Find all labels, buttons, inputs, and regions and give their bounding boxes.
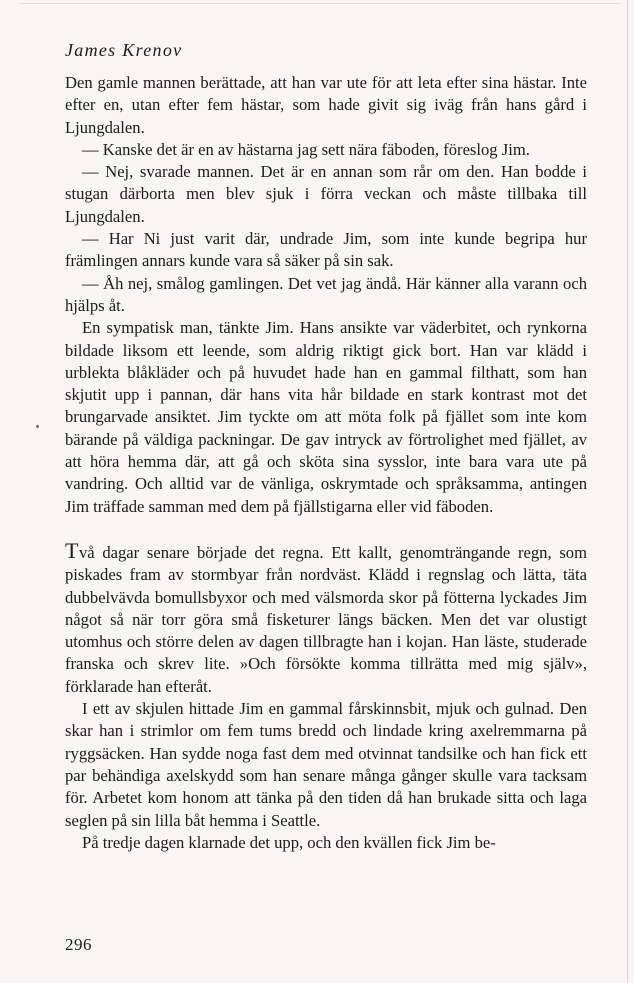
section-2-paragraph-1: [65, 537, 587, 698]
page-number: 296: [65, 935, 92, 954]
paragraph-5: — Åh nej, smålog gamlingen. Det vet jag ändå. Här känner alla varann och hjälps åt.: [65, 273, 587, 315]
section-2-paragraph-2: I ett av skjulen hittade Jim en gammal fårskinnsbit, mjuk och gulnad. Den skar han i strimlor om fem tums bredd och lindade kring axelremmarna på ryggsäcken. Han sydde noga fast dem med otvinnat tandsilke och han fick ett par behändiga axelskydd som han senare många gånger skulle vara tacksam för. Arbetet kom honom att tänka på den tiden då han brukade sitta och laga seglen på sin lilla båt hemma i Seattle.: [65, 699, 587, 830]
paragraph-3: — Nej, svarade mannen. Det är en annan som rår om den. Han bodde i stugan därborta men blev sjuk i förra veckan och måste tillbaka till Ljungdalen.: [65, 162, 587, 226]
paragraph-4: — Har Ni just varit där, undrade Jim, som inte kunde begripa hur främlingen annars kunde vara så säker på sin sak.: [65, 229, 587, 271]
page-right-edge: [627, 0, 628, 983]
section-break: [65, 518, 587, 540]
section-2-paragraph-1-text: vå dagar senare började det regna. Ett kallt, genomträngande regn, som piskades fram av stormbyar från nordväst. Klädd i regnslag och lätta, täta dubbelvävda bomullsbyxor och med välsmorda skor på fötterna lyckades Jim något så när torr göra små fisketurer längs bäcken. Men det var olustigt utomhus och större delen av dagen tillbragte han i kojan. Han läste, studerade franska och skrev lite. »Och försökte komma tillrätta med mig själv», förklarade han efteråt.: [65, 542, 587, 696]
body-text: [65, 72, 587, 854]
paragraph-6: En sympatisk man, tänkte Jim. Hans ansikte var väderbitet, och rynkorna bildade liksom ett leende, som aldrig riktigt gick bort. Han var klädd i urblekta blåkläder och på huvudet hade han en gammal filthatt, som han skjutit upp i pannan, där hans vita hår bildade en stark kontrast mot det brungarvade ansiktet. Jim tyckte om att möta folk på fjället som inte kom bärande på väldiga packningar. De gav intryck av förtrolighet med fjället, av att höra hemma där, att gå och sköta sina sysslor, inte bara vara ute på vandring. Och alltid var de vänliga, oskrymtade och språksamma, antingen Jim träffade samman med dem på fjällstigarna eller vid fäboden.: [65, 318, 587, 516]
section-2-paragraph-3: På tredje dagen klarnade det upp, och den kvällen fick Jim be-: [82, 832, 496, 852]
paragraph-1: Den gamle mannen berättade, att han var ute för att leta efter sina hästar. Inte efter en, utan efter fem hästar, som hade givit sig iväg från hans gård i Ljungdalen.: [65, 73, 587, 137]
paragraph-2: — Kanske det är en av hästarna jag sett nära fäboden, föreslog Jim.: [82, 139, 530, 159]
page-top-edge: [20, 3, 620, 4]
margin-mark: [36, 425, 39, 428]
drop-capital: T: [65, 537, 79, 563]
running-header-author: James Krenov: [65, 40, 183, 60]
